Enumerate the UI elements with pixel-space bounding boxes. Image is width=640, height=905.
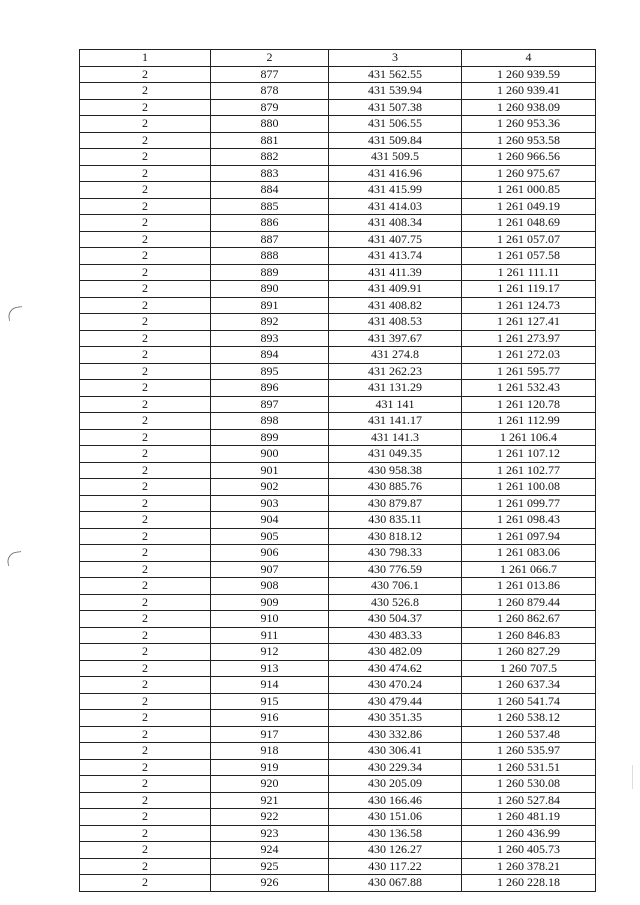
table-row (80, 132, 596, 149)
table-cell: 2 (80, 693, 211, 710)
table-cell: 431 274.8 (329, 347, 462, 364)
table-cell: 2 (80, 776, 211, 793)
table-cell: 2 (80, 825, 211, 842)
table-cell: 2 (80, 198, 211, 215)
table-cell: 431 407.75 (329, 231, 462, 248)
table-cell: 908 (211, 578, 329, 595)
table-cell: 905 (211, 528, 329, 545)
table-cell: 890 (211, 281, 329, 298)
table-cell: 2 (80, 363, 211, 380)
table-cell: 1 260 827.29 (462, 644, 596, 661)
table-cell: 925 (211, 858, 329, 875)
table-cell: 887 (211, 231, 329, 248)
table-cell: 2 (80, 83, 211, 100)
table-cell: 1 261 119.17 (462, 281, 596, 298)
table-cell: 430 885.76 (329, 479, 462, 496)
table-cell: 1 261 100.08 (462, 479, 596, 496)
table-cell: 2 (80, 561, 211, 578)
table-row (80, 479, 596, 496)
table-cell: 902 (211, 479, 329, 496)
table-row (80, 116, 596, 133)
table-cell: 2 (80, 66, 211, 83)
table-row (80, 710, 596, 727)
table-row (80, 809, 596, 826)
table-row (80, 875, 596, 892)
table-cell: 2 (80, 429, 211, 446)
table-cell: 891 (211, 297, 329, 314)
table-cell: 2 (80, 116, 211, 133)
table-row (80, 594, 596, 611)
table-cell: 922 (211, 809, 329, 826)
table-cell: 910 (211, 611, 329, 628)
table-cell: 1 261 127.41 (462, 314, 596, 331)
table-cell: 430 136.58 (329, 825, 462, 842)
table-cell: 903 (211, 495, 329, 512)
table-row (80, 363, 596, 380)
table-row (80, 627, 596, 644)
table-cell: 431 539.94 (329, 83, 462, 100)
table-row (80, 825, 596, 842)
table-cell: 2 (80, 132, 211, 149)
table-cell: 430 474.62 (329, 660, 462, 677)
table-cell: 431 397.67 (329, 330, 462, 347)
table-cell: 2 (80, 215, 211, 232)
table-cell: 2 (80, 858, 211, 875)
table-cell: 431 509.5 (329, 149, 462, 166)
table-row (80, 396, 596, 413)
table-cell: 918 (211, 743, 329, 760)
table-cell: 2 (80, 726, 211, 743)
table-cell: 2 (80, 842, 211, 859)
table-row (80, 644, 596, 661)
table-cell: 431 509.84 (329, 132, 462, 149)
table-row (80, 380, 596, 397)
table-cell: 430 067.88 (329, 875, 462, 892)
table-row (80, 264, 596, 281)
table-cell: 2 (80, 710, 211, 727)
table-row (80, 231, 596, 248)
table-cell: 430 504.37 (329, 611, 462, 628)
table-row (80, 347, 596, 364)
table-cell: 431 408.53 (329, 314, 462, 331)
table-cell: 2 (80, 248, 211, 265)
table-row (80, 182, 596, 199)
table-cell: 923 (211, 825, 329, 842)
table-cell: 878 (211, 83, 329, 100)
table-cell: 2 (80, 462, 211, 479)
column-header: 1 (80, 50, 211, 67)
table-cell: 431 049.35 (329, 446, 462, 463)
column-header: 2 (211, 50, 329, 67)
table-cell: 2 (80, 627, 211, 644)
table-cell: 2 (80, 396, 211, 413)
table-cell: 430 479.44 (329, 693, 462, 710)
table-row (80, 66, 596, 83)
table-cell: 1 261 057.58 (462, 248, 596, 265)
table-cell: 2 (80, 660, 211, 677)
table-cell: 431 141.3 (329, 429, 462, 446)
table-cell: 431 141.17 (329, 413, 462, 430)
table-cell: 431 413.74 (329, 248, 462, 265)
table-cell: 431 411.39 (329, 264, 462, 281)
table-cell: 2 (80, 99, 211, 116)
scan-artifact (632, 765, 633, 789)
table-cell: 2 (80, 743, 211, 760)
table-cell: 2 (80, 149, 211, 166)
table-cell: 1 261 106.4 (462, 429, 596, 446)
table-row (80, 759, 596, 776)
table-cell: 2 (80, 479, 211, 496)
table-cell: 896 (211, 380, 329, 397)
table-cell: 430 151.06 (329, 809, 462, 826)
table-cell: 909 (211, 594, 329, 611)
table-cell: 883 (211, 165, 329, 182)
table-cell: 1 260 939.41 (462, 83, 596, 100)
table-cell: 430 818.12 (329, 528, 462, 545)
table-cell: 430 306.41 (329, 743, 462, 760)
table-cell: 1 261 102.77 (462, 462, 596, 479)
table-cell: 2 (80, 792, 211, 809)
table-cell: 914 (211, 677, 329, 694)
table-cell: 431 409.91 (329, 281, 462, 298)
table-cell: 2 (80, 297, 211, 314)
table-row (80, 743, 596, 760)
table-cell: 1 260 436.99 (462, 825, 596, 842)
table-cell: 895 (211, 363, 329, 380)
table-row (80, 545, 596, 562)
table-cell: 884 (211, 182, 329, 199)
table-cell: 894 (211, 347, 329, 364)
table-cell: 431 507.38 (329, 99, 462, 116)
table-cell: 906 (211, 545, 329, 562)
table-cell: 1 261 066.7 (462, 561, 596, 578)
table-cell: 885 (211, 198, 329, 215)
table-cell: 911 (211, 627, 329, 644)
table-row (80, 776, 596, 793)
table-header-row (80, 50, 596, 67)
table-cell: 897 (211, 396, 329, 413)
table-cell: 430 776.59 (329, 561, 462, 578)
table-cell: 2 (80, 495, 211, 512)
table-cell: 889 (211, 264, 329, 281)
column-header: 3 (329, 50, 462, 67)
table-cell: 1 260 538.12 (462, 710, 596, 727)
table-cell: 2 (80, 578, 211, 595)
table-cell: 2 (80, 545, 211, 562)
binding-hole-mark (6, 551, 23, 566)
table-cell: 1 260 966.56 (462, 149, 596, 166)
table-cell: 892 (211, 314, 329, 331)
table-cell: 1 261 595.77 (462, 363, 596, 380)
table-cell: 430 117.22 (329, 858, 462, 875)
table-cell: 2 (80, 611, 211, 628)
table-row (80, 693, 596, 710)
table-cell: 430 483.33 (329, 627, 462, 644)
table-cell: 431 262.23 (329, 363, 462, 380)
table-cell: 2 (80, 528, 211, 545)
table-cell: 430 482.09 (329, 644, 462, 661)
table-row (80, 561, 596, 578)
table-cell: 1 260 938.09 (462, 99, 596, 116)
table-cell: 880 (211, 116, 329, 133)
table-cell: 888 (211, 248, 329, 265)
table-cell: 1 260 879.44 (462, 594, 596, 611)
table-cell: 430 958.38 (329, 462, 462, 479)
table-cell: 1 260 530.08 (462, 776, 596, 793)
table-cell: 917 (211, 726, 329, 743)
table-cell: 2 (80, 677, 211, 694)
table-cell: 1 260 378.21 (462, 858, 596, 875)
table-cell: 1 261 000.85 (462, 182, 596, 199)
table-row (80, 330, 596, 347)
table-row (80, 677, 596, 694)
table-cell: 899 (211, 429, 329, 446)
table-cell: 912 (211, 644, 329, 661)
table-cell: 1 260 707.5 (462, 660, 596, 677)
table-cell: 913 (211, 660, 329, 677)
table-row (80, 446, 596, 463)
table-cell: 430 229.34 (329, 759, 462, 776)
table-row (80, 842, 596, 859)
table-row (80, 578, 596, 595)
table-row (80, 99, 596, 116)
table-cell: 1 261 111.11 (462, 264, 596, 281)
table-cell: 1 260 535.97 (462, 743, 596, 760)
table-cell: 907 (211, 561, 329, 578)
table-row (80, 149, 596, 166)
table-cell: 921 (211, 792, 329, 809)
table-cell: 1 260 862.67 (462, 611, 596, 628)
column-header: 4 (462, 50, 596, 67)
table-row (80, 248, 596, 265)
table-cell: 431 414.03 (329, 198, 462, 215)
table-cell: 430 835.11 (329, 512, 462, 529)
table-cell: 1 261 083.06 (462, 545, 596, 562)
table-row (80, 660, 596, 677)
table-cell: 430 470.24 (329, 677, 462, 694)
table-cell: 2 (80, 875, 211, 892)
table-cell: 1 261 120.78 (462, 396, 596, 413)
table-cell: 1 261 057.07 (462, 231, 596, 248)
table-cell: 915 (211, 693, 329, 710)
table-cell: 2 (80, 446, 211, 463)
table-cell: 2 (80, 809, 211, 826)
table-cell: 2 (80, 413, 211, 430)
table-cell: 431 131.29 (329, 380, 462, 397)
table-cell: 2 (80, 759, 211, 776)
table-cell: 1 261 272.03 (462, 347, 596, 364)
table-cell: 1 260 531.51 (462, 759, 596, 776)
table-cell: 1 261 112.99 (462, 413, 596, 430)
table-row (80, 726, 596, 743)
table-cell: 2 (80, 330, 211, 347)
table-cell: 919 (211, 759, 329, 776)
table-cell: 2 (80, 281, 211, 298)
table-row (80, 314, 596, 331)
table-cell: 431 141 (329, 396, 462, 413)
table-cell: 431 416.96 (329, 165, 462, 182)
table-row (80, 495, 596, 512)
table-cell: 2 (80, 594, 211, 611)
table-cell: 1 261 098.43 (462, 512, 596, 529)
table-cell: 2 (80, 264, 211, 281)
table-cell: 1 260 953.58 (462, 132, 596, 149)
table-row (80, 611, 596, 628)
table-cell: 1 261 013.86 (462, 578, 596, 595)
table-cell: 1 260 537.48 (462, 726, 596, 743)
table-cell: 1 261 273.97 (462, 330, 596, 347)
table-row (80, 429, 596, 446)
table-cell: 1 260 637.34 (462, 677, 596, 694)
table-cell: 430 351.35 (329, 710, 462, 727)
table-cell: 431 408.34 (329, 215, 462, 232)
table-cell: 431 506.55 (329, 116, 462, 133)
table-cell: 900 (211, 446, 329, 463)
table-cell: 430 205.09 (329, 776, 462, 793)
table-cell: 430 166.46 (329, 792, 462, 809)
table-cell: 430 332.86 (329, 726, 462, 743)
binding-hole-mark (7, 306, 24, 321)
table-cell: 430 526.8 (329, 594, 462, 611)
table-cell: 430 879.87 (329, 495, 462, 512)
table-cell: 2 (80, 314, 211, 331)
table-cell: 431 415.99 (329, 182, 462, 199)
table-cell: 881 (211, 132, 329, 149)
table-cell: 430 798.33 (329, 545, 462, 562)
table-cell: 1 260 481.19 (462, 809, 596, 826)
table-cell: 2 (80, 644, 211, 661)
table-cell: 924 (211, 842, 329, 859)
table-cell: 1 260 541.74 (462, 693, 596, 710)
table-cell: 904 (211, 512, 329, 529)
table-row (80, 413, 596, 430)
table-cell: 2 (80, 380, 211, 397)
table-cell: 430 706.1 (329, 578, 462, 595)
table-cell: 1 261 099.77 (462, 495, 596, 512)
table-cell: 1 260 939.59 (462, 66, 596, 83)
table-cell: 1 260 405.73 (462, 842, 596, 859)
table-cell: 882 (211, 149, 329, 166)
table-cell: 1 261 124.73 (462, 297, 596, 314)
table-cell: 877 (211, 66, 329, 83)
table-cell: 1 260 527.84 (462, 792, 596, 809)
table-cell: 1 261 049.19 (462, 198, 596, 215)
table-cell: 879 (211, 99, 329, 116)
table-cell: 1 260 228.18 (462, 875, 596, 892)
table-cell: 1 261 048.69 (462, 215, 596, 232)
table-row (80, 858, 596, 875)
table-cell: 2 (80, 512, 211, 529)
table-cell: 1 260 975.67 (462, 165, 596, 182)
table-cell: 886 (211, 215, 329, 232)
table-row (80, 512, 596, 529)
table-row (80, 83, 596, 100)
table-row (80, 165, 596, 182)
table-cell: 2 (80, 347, 211, 364)
table-row (80, 281, 596, 298)
table-cell: 898 (211, 413, 329, 430)
table-cell: 2 (80, 165, 211, 182)
table-cell: 1 260 846.83 (462, 627, 596, 644)
table-cell: 431 408.82 (329, 297, 462, 314)
table-cell: 1 261 097.94 (462, 528, 596, 545)
table-row (80, 198, 596, 215)
table-cell: 920 (211, 776, 329, 793)
table-cell: 1 261 532.43 (462, 380, 596, 397)
table-cell: 893 (211, 330, 329, 347)
table-row (80, 215, 596, 232)
table-cell: 901 (211, 462, 329, 479)
table-cell: 926 (211, 875, 329, 892)
table-cell: 2 (80, 231, 211, 248)
coordinates-table (79, 49, 596, 892)
table-cell: 430 126.27 (329, 842, 462, 859)
table-cell: 431 562.55 (329, 66, 462, 83)
table-cell: 916 (211, 710, 329, 727)
table-row (80, 528, 596, 545)
table-row (80, 792, 596, 809)
table-body (80, 66, 596, 891)
table-cell: 1 261 107.12 (462, 446, 596, 463)
table-row (80, 462, 596, 479)
table-row (80, 297, 596, 314)
table-cell: 2 (80, 182, 211, 199)
table-cell: 1 260 953.36 (462, 116, 596, 133)
